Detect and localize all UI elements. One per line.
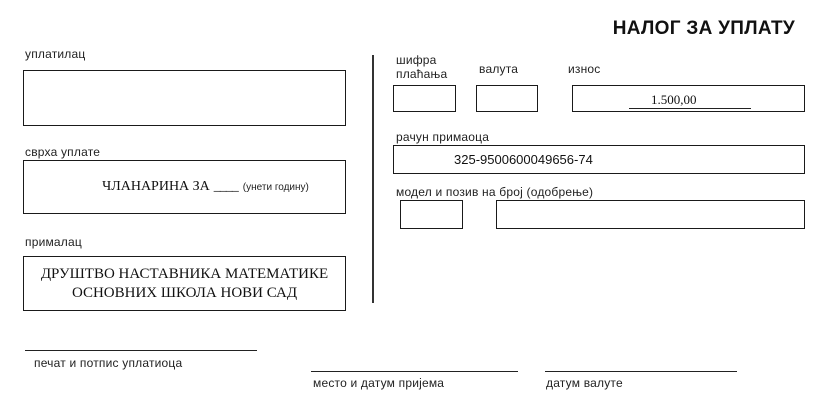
recipient-label: прималац [25,235,82,249]
amount-field[interactable] [572,85,805,112]
form-title: НАЛОГ ЗА УПЛАТУ [612,18,795,39]
recipient-line-2: ОСНОВНИХ ШКОЛА НОВИ САД [71,284,298,301]
place-date-label: место и датум пријема [313,376,445,390]
amount-label: износ [568,62,601,76]
value-date-line [545,371,737,372]
reference-number-field[interactable] [496,200,805,229]
purpose-hint: (унети годину) [242,181,309,193]
currency-label: валута [479,62,519,76]
place-date-line [311,371,518,372]
payer-label: уплатилац [25,47,86,61]
recipient-account-field[interactable] [393,145,805,174]
payment-code-label-line-2: плаћања [396,67,448,81]
column-divider [372,55,374,303]
amount-underline [629,108,751,109]
value-date-label: датум валуте [546,376,623,390]
payer-field[interactable] [23,70,346,126]
purpose-field[interactable] [23,160,346,214]
recipient-account-label: рачун примаоца [396,130,490,144]
recipient-line-1: ДРУШТВО НАСТАВНИКА МАТЕМАТИКЕ [40,265,329,282]
purpose-blank: ____ [213,179,238,194]
purpose-value: ЧЛАНАРИНА ЗА [102,179,210,194]
stamp-signature-label: печат и потпис уплатиоца [34,356,183,370]
model-field[interactable] [400,200,463,229]
purpose-label: сврха уплате [25,145,101,159]
recipient-field[interactable] [23,256,346,311]
amount-value: 1.500,00 [651,92,697,107]
payment-code-label [396,53,447,81]
recipient-account-value: 325-9500600049656-74 [454,152,593,167]
stamp-signature-line [25,350,257,351]
payment-code-field[interactable] [393,85,456,112]
reference-label: модел и позив на број (одобрење) [396,185,594,199]
currency-field[interactable] [476,85,538,112]
payment-code-label-line-1: шифра [396,53,437,67]
